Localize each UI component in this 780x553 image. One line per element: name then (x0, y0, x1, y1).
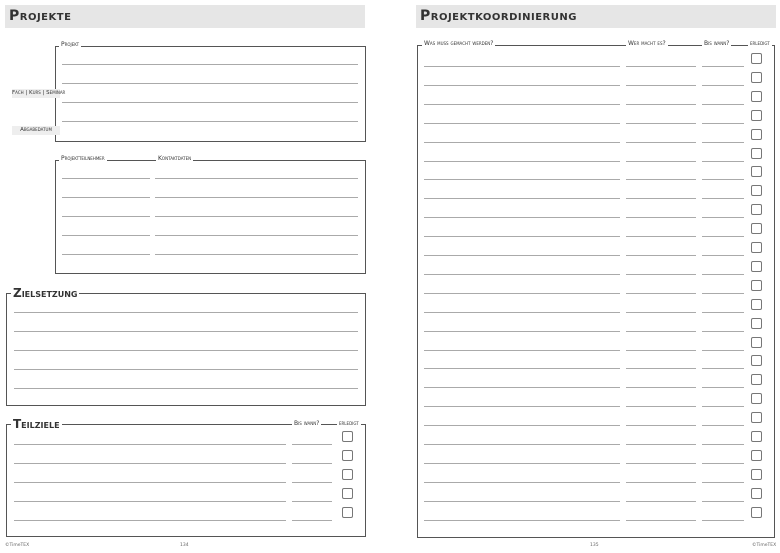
erledigt-checkbox[interactable] (751, 337, 762, 348)
writing-line (424, 293, 620, 294)
writing-line (626, 406, 696, 407)
erledigt-checkbox[interactable] (751, 318, 762, 329)
writing-line (424, 350, 620, 351)
erledigt-checkbox[interactable] (751, 185, 762, 196)
writing-line (626, 85, 696, 86)
erledigt-checkbox[interactable] (751, 72, 762, 83)
erledigt-checkbox[interactable] (751, 204, 762, 215)
writing-line (626, 425, 696, 426)
writing-line (702, 312, 744, 313)
erledigt-checkbox[interactable] (751, 53, 762, 64)
writing-line (626, 293, 696, 294)
writing-line (424, 123, 620, 124)
writing-line (424, 482, 620, 483)
writing-line (14, 482, 286, 483)
writing-line (424, 463, 620, 464)
writing-line (14, 312, 358, 313)
writing-line (292, 501, 332, 502)
page-number: 135 (590, 543, 599, 548)
writing-line (155, 178, 358, 179)
writing-line (424, 274, 620, 275)
writing-line (424, 161, 620, 162)
writing-line (626, 312, 696, 313)
erledigt-checkbox[interactable] (751, 299, 762, 310)
writing-line (424, 387, 620, 388)
writing-line (155, 254, 358, 255)
erledigt-checkbox[interactable] (751, 129, 762, 140)
erledigt-checkbox[interactable] (751, 412, 762, 423)
writing-line (424, 104, 620, 105)
writing-line (62, 235, 150, 236)
writing-line (424, 179, 620, 180)
writing-line (702, 520, 744, 521)
erledigt-checkbox[interactable] (751, 469, 762, 480)
writing-line (424, 66, 620, 67)
writing-line (62, 254, 150, 255)
writing-line (626, 501, 696, 502)
writing-line (62, 178, 150, 179)
erledigt-checkbox[interactable] (751, 488, 762, 499)
erledigt-checkbox[interactable] (751, 110, 762, 121)
erledigt-checkbox[interactable] (751, 148, 762, 159)
writing-line (424, 406, 620, 407)
writing-line (292, 444, 332, 445)
col-erledigt-label: erledigt (750, 40, 770, 47)
writing-line (424, 255, 620, 256)
writing-line (424, 217, 620, 218)
writing-line (702, 198, 744, 199)
erledigt-checkbox[interactable] (751, 242, 762, 253)
writing-line (626, 142, 696, 143)
writing-line (702, 425, 744, 426)
erledigt-checkbox[interactable] (751, 355, 762, 366)
writing-line (424, 236, 620, 237)
writing-line (626, 274, 696, 275)
writing-line (702, 293, 744, 294)
erledigt-checkbox[interactable] (751, 393, 762, 404)
writing-line (626, 217, 696, 218)
projekt-label: Projekt (61, 41, 80, 48)
teilziele-erledigt-label: erledigt (339, 420, 359, 427)
writing-line (62, 216, 150, 217)
writing-line (626, 179, 696, 180)
writing-line (424, 520, 620, 521)
writing-line (14, 369, 358, 370)
writing-line (702, 104, 744, 105)
writing-line (702, 66, 744, 67)
writing-line (424, 501, 620, 502)
abgabedatum-tab: Abgabedatum (12, 126, 60, 135)
writing-line (626, 331, 696, 332)
projekt-box (55, 46, 366, 142)
teilziele-label: Teilziele (13, 417, 60, 431)
writing-line (702, 274, 744, 275)
writing-line (626, 123, 696, 124)
erledigt-checkbox[interactable] (751, 91, 762, 102)
writing-line (702, 123, 744, 124)
writing-line (424, 444, 620, 445)
writing-line (702, 85, 744, 86)
writing-line (424, 142, 620, 143)
page-title-projekte: Projekte (5, 5, 365, 28)
writing-line (702, 350, 744, 351)
writing-line (702, 368, 744, 369)
writing-line (62, 83, 358, 84)
writing-line (702, 463, 744, 464)
erledigt-checkbox[interactable] (342, 431, 353, 442)
writing-line (292, 463, 332, 464)
erledigt-checkbox[interactable] (342, 469, 353, 480)
writing-line (702, 406, 744, 407)
projektteilnehmer-label: Projektteilnehmer (61, 155, 105, 162)
writing-line (626, 444, 696, 445)
writing-line (626, 161, 696, 162)
writing-line (292, 520, 332, 521)
writing-line (155, 235, 358, 236)
zielsetzung-label: Zielsetzung (13, 286, 78, 300)
writing-line (702, 255, 744, 256)
writing-line (702, 501, 744, 502)
writing-line (626, 463, 696, 464)
writing-line (424, 425, 620, 426)
erledigt-checkbox[interactable] (751, 166, 762, 177)
erledigt-checkbox[interactable] (751, 223, 762, 234)
writing-line (14, 388, 358, 389)
kontaktdaten-label: Kontaktdaten (158, 155, 192, 162)
writing-line (424, 368, 620, 369)
writing-line (626, 368, 696, 369)
col-was-label: Was muss gemacht werden? (424, 40, 494, 47)
left-page (0, 0, 370, 553)
writing-line (14, 444, 286, 445)
writing-line (702, 161, 744, 162)
writing-line (702, 387, 744, 388)
erledigt-checkbox[interactable] (751, 374, 762, 385)
writing-line (626, 387, 696, 388)
writing-line (424, 198, 620, 199)
erledigt-checkbox[interactable] (342, 507, 353, 518)
writing-line (626, 520, 696, 521)
writing-line (626, 66, 696, 67)
writing-line (14, 463, 286, 464)
col-bis-wann-label: Bis wann? (704, 40, 730, 47)
writing-line (14, 331, 358, 332)
erledigt-checkbox[interactable] (342, 488, 353, 499)
right-page (410, 0, 780, 553)
writing-line (14, 520, 286, 521)
koordinierung-box (417, 45, 775, 538)
writing-line (155, 216, 358, 217)
writing-line (702, 236, 744, 237)
erledigt-checkbox[interactable] (751, 431, 762, 442)
writing-line (626, 482, 696, 483)
erledigt-checkbox[interactable] (751, 280, 762, 291)
footer-brand: ©TimeTEX (5, 543, 30, 548)
writing-line (702, 217, 744, 218)
erledigt-checkbox[interactable] (342, 450, 353, 461)
writing-line (62, 102, 358, 103)
page-title-projektkoordinierung: Projektkoordinierung (416, 5, 776, 28)
footer-brand: ©TimeTEX (752, 543, 777, 548)
writing-line (626, 236, 696, 237)
writing-line (626, 198, 696, 199)
writing-line (292, 482, 332, 483)
writing-line (626, 104, 696, 105)
fach-kurs-seminar-tab: Fach | Kurs | Seminar (12, 90, 66, 96)
writing-line (14, 350, 358, 351)
writing-line (702, 444, 744, 445)
writing-line (702, 142, 744, 143)
writing-line (62, 197, 150, 198)
col-wer-label: Wer macht es? (628, 40, 666, 47)
writing-line (62, 64, 358, 65)
erledigt-checkbox[interactable] (751, 450, 762, 461)
page-number: 134 (180, 543, 189, 548)
erledigt-checkbox[interactable] (751, 261, 762, 272)
writing-line (626, 255, 696, 256)
writing-line (155, 197, 358, 198)
writing-line (626, 350, 696, 351)
writing-line (702, 179, 744, 180)
erledigt-checkbox[interactable] (751, 507, 762, 518)
writing-line (424, 312, 620, 313)
writing-line (702, 482, 744, 483)
writing-line (14, 501, 286, 502)
writing-line (702, 331, 744, 332)
gutter (370, 0, 410, 553)
writing-line (424, 331, 620, 332)
writing-line (424, 85, 620, 86)
teilziele-bis-wann-label: Bis wann? (294, 420, 320, 427)
writing-line (62, 121, 358, 122)
